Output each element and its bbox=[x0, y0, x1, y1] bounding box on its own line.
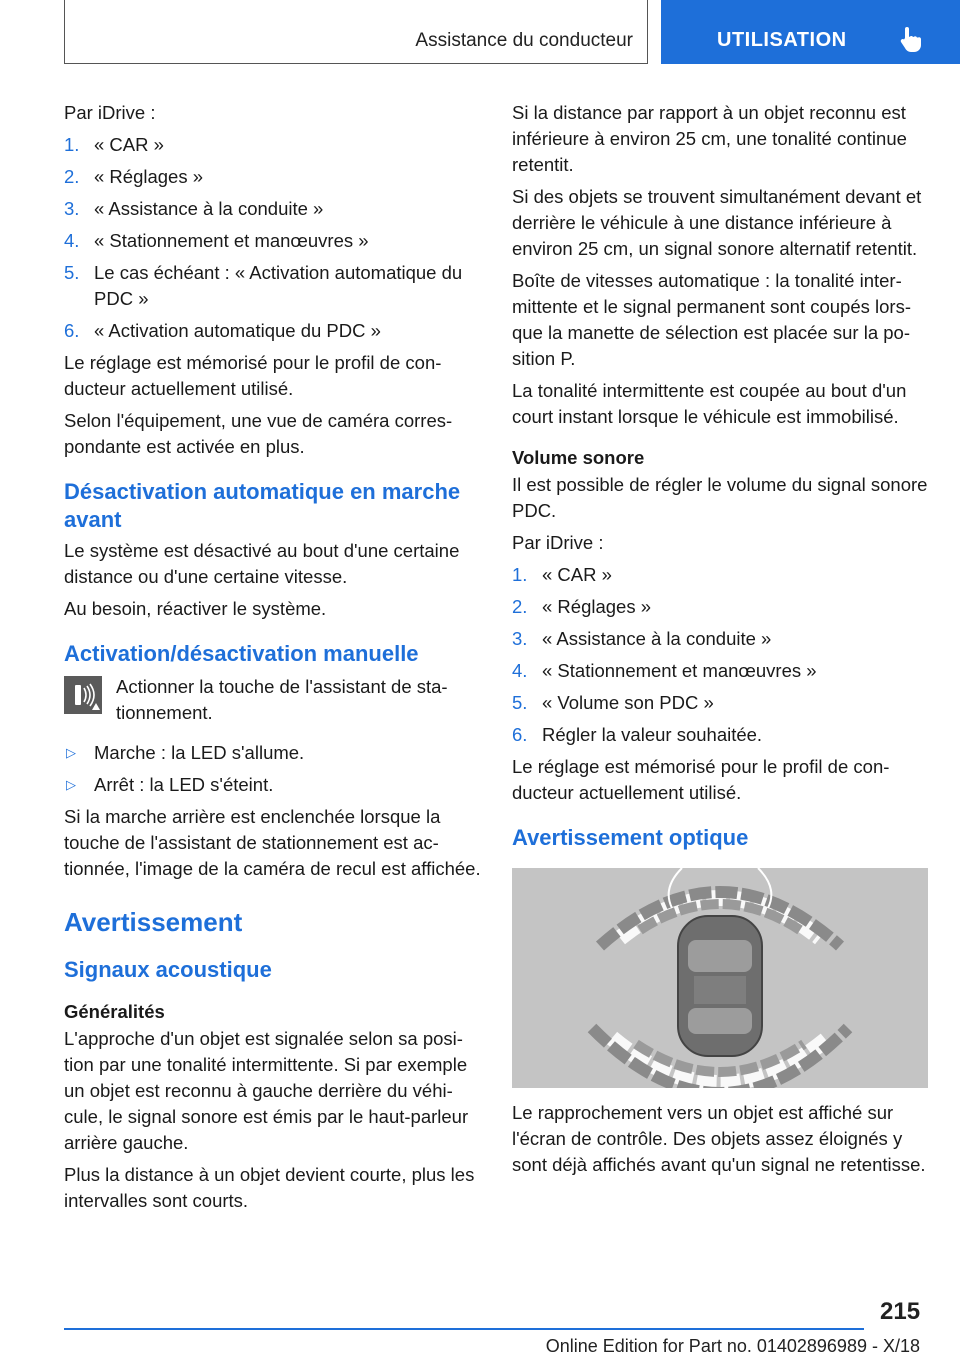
led-status-list bbox=[64, 740, 482, 798]
list-item: 6. Régler la valeur souhaitée. bbox=[512, 724, 763, 745]
heading-auto-deactivation: Désactivation automatique en marche avant bbox=[64, 479, 461, 532]
park-assist-key-row bbox=[64, 674, 482, 726]
paragraph-general: L'approche d'un objet est signalée selon sa position par une tonalité intermittente. Si par exemple un objet est reconnu à gauche derrière du véhicule, le signal sonore est émis par le haut-parleur arrière gauche. bbox=[64, 1028, 469, 1153]
list-item: 4. « Stationnement et manœuvres » bbox=[512, 660, 817, 681]
list-item: 3. « Assistance à la conduite » bbox=[512, 628, 772, 649]
right-column bbox=[512, 100, 930, 1184]
heading-optical: Avertissement optique bbox=[512, 825, 749, 850]
list-item: 5. Le cas échéant : « Activation automatique du PDC » bbox=[64, 262, 463, 309]
list-item: 1. « CAR » bbox=[64, 134, 164, 155]
paragraph-saved: Le réglage est mémorisé pour le profil de conducteur actuellement utilisé. bbox=[512, 756, 890, 803]
paragraph-auto-off: Le système est désactivé au bout d'une certaine distance ou d'une certaine vitesse. bbox=[64, 540, 460, 587]
paragraph-camera: Selon l'équipement, une vue de caméra correspondante est activée en plus. bbox=[64, 410, 453, 457]
park-assist-button-icon bbox=[64, 676, 102, 714]
intro-text: Par iDrive : bbox=[512, 532, 604, 553]
heading-manual: Activation/désactivation manuelle bbox=[64, 641, 419, 666]
page-number: 215 bbox=[880, 1298, 921, 1325]
paragraph-reverse: Si la marche arrière est enclenchée lorsque la touche de l'assistant de stationnement est actionnée, l'image de la caméra de recul est affichée. bbox=[64, 806, 481, 879]
paragraph-alternating: Si des objets se trouvent simultanément devant et derrière le véhicule à une distance inférieure à environ 25 cm, un signal sonore alternatif retentit. bbox=[512, 186, 922, 259]
list-item: 2. « Réglages » bbox=[64, 166, 204, 187]
heading-acoustic: Signaux acoustique bbox=[64, 957, 272, 982]
tab-label: UTILISATION bbox=[717, 29, 847, 51]
list-item: 1. « CAR » bbox=[512, 564, 612, 585]
paragraph-volume: Il est possible de régler le volume du signal sonore PDC. bbox=[512, 474, 928, 521]
tab-utilisation[interactable] bbox=[661, 0, 960, 64]
list-item: 6. « Activation automatique du PDC » bbox=[64, 320, 381, 341]
paragraph-shorter: Plus la distance à un objet devient courte, plus les intervalles sont courts. bbox=[64, 1164, 475, 1211]
heading-general: Généralités bbox=[64, 1001, 165, 1022]
pdc-display-illustration bbox=[512, 868, 928, 1088]
paragraph-optical: Le rapprochement vers un objet est affiché sur l'écran de contrôle. Des objets assez éloignés y sont déjà affichés avant qu'un signal ne retentisse. bbox=[512, 1102, 926, 1175]
list-item: 2. « Réglages » bbox=[512, 596, 652, 617]
hand-pointer-icon bbox=[896, 24, 926, 54]
triangle-bullet-icon: ▷ bbox=[66, 745, 76, 760]
heading-volume: Volume sonore bbox=[512, 447, 645, 468]
list-item: 5. « Volume son PDC » bbox=[512, 692, 714, 713]
paragraph-gearbox: Boîte de vitesses automatique : la tonalité intermittente et le signal permanent sont coupés lorsque la manette de sélection est placée sur la position P. bbox=[512, 270, 911, 369]
header-section-box bbox=[64, 0, 648, 64]
paragraph-continuous: Si la distance par rapport à un objet reconnu est inférieure à environ 25 cm, une tonalité continue retentit. bbox=[512, 102, 907, 175]
left-column bbox=[64, 100, 482, 1220]
triangle-bullet-icon: ▷ bbox=[66, 777, 76, 792]
list-item: ▷ Marche : la LED s'allume. bbox=[64, 740, 482, 766]
idrive-volume-steps-list bbox=[512, 562, 930, 748]
list-item: 4. « Stationnement et manœuvres » bbox=[64, 230, 369, 251]
heading-warning: Avertissement bbox=[64, 907, 243, 937]
list-item: ▷ Arrêt : la LED s'éteint. bbox=[64, 772, 482, 798]
idrive-steps-list bbox=[64, 132, 482, 344]
paragraph-reactivate: Au besoin, réactiver le système. bbox=[64, 598, 327, 619]
intro-text: Par iDrive : bbox=[64, 102, 156, 123]
section-title: Assistance du conducteur bbox=[415, 30, 633, 51]
footer-divider bbox=[64, 1328, 864, 1330]
paragraph-interrupted: La tonalité intermittente est coupée au bout d'un court instant lorsque le véhicule est immobilisé. bbox=[512, 380, 907, 427]
paragraph-saved: Le réglage est mémorisé pour le profil de conducteur actuellement utilisé. bbox=[64, 352, 442, 399]
list-item: 3. « Assistance à la conduite » bbox=[64, 198, 324, 219]
key-instruction: Actionner la touche de l'assistant de stationnement. bbox=[116, 676, 448, 723]
footer-edition: Online Edition for Part no. 01402896989 - X/18 bbox=[545, 1336, 920, 1356]
